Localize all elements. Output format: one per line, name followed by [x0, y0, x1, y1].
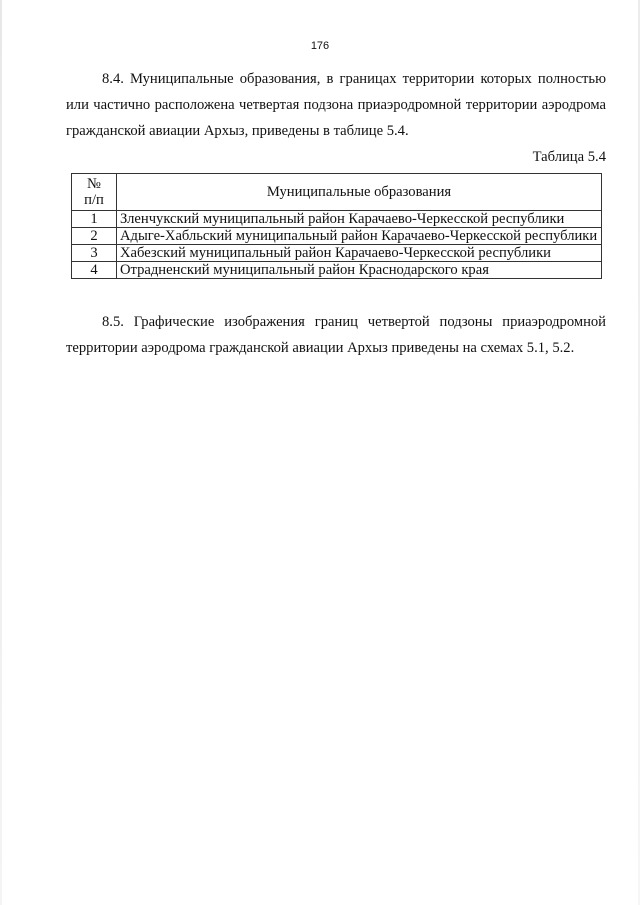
row-municipality: Отрадненский муниципальный район Краснодарского края	[117, 262, 602, 279]
row-municipality: Зленчукский муниципальный район Карачаево-Черкесской республики	[117, 211, 602, 228]
table-row	[72, 262, 602, 279]
scan-edge-left	[0, 0, 2, 905]
row-number: 4	[72, 262, 117, 279]
header-municipalities: Муниципальные образования	[117, 174, 602, 211]
row-number: 2	[72, 228, 117, 245]
row-municipality: Адыге-Хабльский муниципальный район Карачаево-Черкесской республики	[117, 228, 602, 245]
header-number-symbol: №	[87, 176, 101, 192]
municipalities-table	[71, 173, 602, 279]
paragraph-8-4: 8.4. Муниципальные образования, в границах территории которых полностью или частично расположена четвертая подзона приаэродромной территории аэродрома гражданской авиации Архыз, приведены в таблице 5.4.	[66, 71, 606, 139]
table-row	[72, 211, 602, 228]
header-number-abbrev: п/п	[84, 192, 104, 208]
table-row	[72, 245, 602, 262]
table-row	[72, 228, 602, 245]
header-number	[72, 174, 117, 211]
row-municipality: Хабезский муниципальный район Карачаево-Черкесской республики	[117, 245, 602, 262]
page-number: 176	[310, 40, 330, 52]
row-number: 1	[72, 211, 117, 228]
paragraph-8-5: 8.5. Графические изображения границ четвертой подзоны приаэродромной территории аэродрома гражданской авиации Архыз приведены на схемах 5.1, 5.2.	[66, 314, 606, 356]
table-caption: Таблица 5.4	[532, 149, 606, 165]
row-number: 3	[72, 245, 117, 262]
table-header-row	[72, 174, 602, 211]
